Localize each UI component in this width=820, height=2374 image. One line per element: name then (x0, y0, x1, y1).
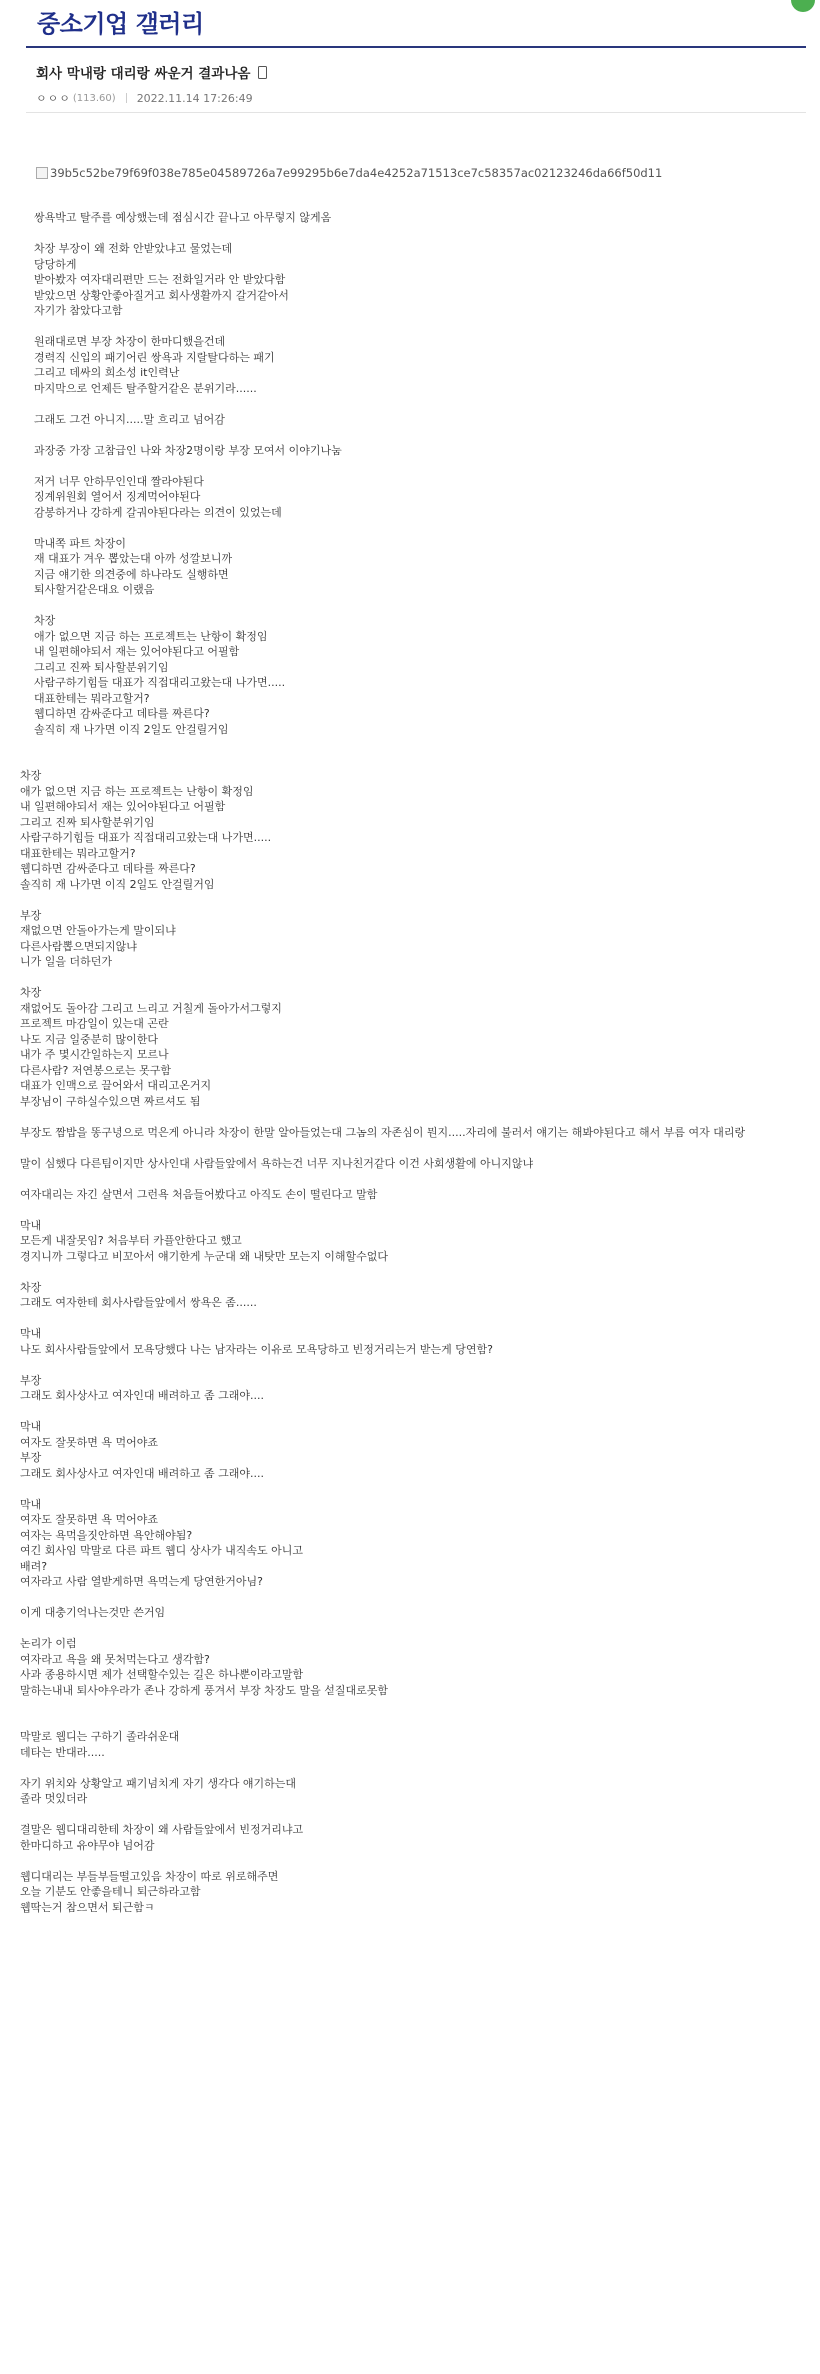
paragraph: 쌍욕박고 탈주를 예상했는데 점심시간 끝나고 아무렇지 않게옴 (34, 211, 332, 224)
paragraph: 막내쪽 파트 차장이 재 대표가 겨우 뽑았는대 아까 성깔보니까 지금 얘기한 의견중에 하나라도 실행하면 퇴사할거같은대요 이랬음 (34, 536, 233, 596)
author-ip: (113.60) (72, 92, 116, 104)
paragraph: 부장 그래도 회사상사고 여자인대 배려하고 좀 그래야.... (20, 1373, 264, 1402)
image-alt-text: 39b5c52be79f69f038e785e04589726a7e99295b6e7da4e4252a71513ce7c58357ac02123246da66f50d11 (50, 166, 663, 180)
paragraph: 차장 애가 없으면 지금 하는 프로젝트는 난항이 확정임 내 일편해야되서 재는 있어야된다고 어필함 그리고 진짜 퇴사할분위기임 사람구하기힘들 대표가 직접대리고왔는대 나가면..... 대표한테는 뭐라고할거? 웹디하면 감싸준다고 데타를 짜른다? 솔직히 재 나가면 이직 2일도 안걸릴거임 (20, 769, 272, 891)
broken-image[interactable] (36, 166, 662, 180)
paragraph: 막내 모든게 내잘못임? 처음부터 카플안한다고 했고 경지니까 그렇다고 비꼬아서 얘기한게 누군대 왜 내탓만 모는지 이해할수없다 (20, 1218, 389, 1263)
paragraph: 차장 재없어도 돌아감 그리고 느리고 거칠게 돌아가서그렇지 프로젝트 마감일이 있는대 곤란 나도 지금 일중분히 많이한다 내가 주 몇시간일하는지 모르나 다른사람? 저연봉으로는 못구함 대표가 인맥으로 끌어와서 대리고온거지 부장님이 구하실수있으면 짜르셔도 됨 (20, 986, 282, 1108)
paragraph: 원래대로면 부장 차장이 한마디했을건데 경력직 신입의 패기어린 쌍욕과 지랄탈다하는 패기 그리고 데싸의 희소성 it인력난 마지막으로 언제든 탈주할거같은 분위기라...... (34, 335, 275, 395)
paragraph: 결말은 웹디대리한테 차장이 왜 사람들앞에서 빈정거리냐고 한마디하고 유야무야 넘어감 (20, 1823, 304, 1852)
paragraph: 논리가 이럼 여자라고 욕을 왜 못처먹는다고 생각함? 사과 종용하시면 제가 선택할수있는 길은 하나뿐이라고말함 말하는내내 퇴사야우라가 존나 강하게 풍겨서 부장 차장도 말을 섣질대로못함 (20, 1637, 389, 1697)
paragraph: 웹디대리는 부들부들떨고있음 차장이 따로 위로해주면 오늘 기분도 안좋을테니 퇴근하라고함 웹딱는거 참으면서 퇴근함ㅋ (20, 1869, 279, 1914)
header-divider (26, 46, 806, 48)
paragraph: 과장중 가장 고참급인 나와 차장2명이랑 부장 모여서 이야기나눔 (34, 443, 342, 457)
post-meta (36, 90, 253, 106)
broken-image-icon (36, 167, 48, 179)
mobile-icon (258, 66, 267, 79)
paragraph: 저거 너무 안하무인인대 짤라야된다 징계위원회 열어서 징계먹어야된다 감봉하거나 강하게 갈궈야된다라는 의견이 있었는데 (34, 474, 282, 519)
paragraph: 막내 나도 회사사람들앞에서 모욕당했다 나는 남자라는 이유로 모욕당하고 빈정거리는거 받는게 당연함? (20, 1327, 493, 1356)
post-title-row (36, 62, 267, 82)
paragraph: 차장 부장이 왜 전화 안받았냐고 물었는데 당당하게 받아봤자 여자대리편만 드는 전화일거라 안 받았다함 받았으면 상황안좋아질거고 회사생활까지 갈거같아서 자기가 참았다고함 (34, 242, 289, 317)
paragraph: 여자대리는 자긴 살면서 그런욕 처음들어봤다고 아직도 손이 떨린다고 말함 (20, 1187, 378, 1201)
paragraph: 막내 여자도 잘못하면 욕 먹어야죠 여자는 욕먹을짓안하면 욕안해야됨? 여긴 회사임 막말로 다른 파트 웹디 상사가 내직속도 아니고 배려? 여자라고 사람 열받게하면 욕먹는게 당연한거아님? (20, 1497, 303, 1588)
post-body (20, 210, 804, 1931)
author-name[interactable]: ㅇㅇㅇ (36, 92, 71, 105)
paragraph: 그래도 그건 아니지.....말 흐리고 넘어감 (34, 412, 225, 426)
paragraph: 부장도 짬밥을 똥구녕으로 먹은게 아니라 차장이 한말 알아들었는대 그놈의 자존심이 뭔지.....자리에 불러서 얘기는 해봐야된다고 해서 부름 여자 대리랑 (20, 1125, 746, 1139)
paragraph: 막내 여자도 잘못하면 욕 먹어야죠 부장 그래도 회사상사고 여자인대 배려하고 좀 그래야.... (20, 1420, 264, 1480)
paragraph: 부장 재없으면 안돌아가는게 말이되냐 다른사람뽑으면되지않냐 니가 일을 더하던가 (20, 908, 176, 968)
paragraph: 막말로 웹디는 구하기 졸라쉬운대 데타는 반대라..... (20, 1730, 180, 1759)
paragraph: 말이 심했다 다른팀이지만 상사인대 사람들앞에서 욕하는건 너무 지나친거같다 이건 사회생활에 아니지않냐 (20, 1156, 534, 1170)
paragraph: 이게 대충기억나는것만 쓴거임 (20, 1606, 166, 1619)
post-date: 2022.11.14 17:26:49 (136, 91, 253, 105)
paragraph: 차장 애가 없으면 지금 하는 프로젝트는 난항이 확정임 내 일편해야되서 재는 있어야된다고 어필함 그리고 진짜 퇴사할분위기임 사람구하기힘들 대표가 직접대리고왔는대 나가면..... 대표한테는 뭐라고할거? 웹디하면 감싸준다고 데타를 짜른다? 솔직히 재 나가면 이직 2일도 안걸릴거임 (34, 614, 286, 736)
corner-badge-icon[interactable] (791, 0, 815, 12)
meta-separator (126, 93, 127, 103)
paragraph: 자기 위치와 상황알고 패기넘치게 자기 생각다 얘기하는대 졸라 멋있더라 (20, 1776, 297, 1805)
gallery-title[interactable]: 중소기업 갤러리 (37, 10, 204, 38)
post-title: 회사 막내랑 대리랑 싸운거 결과나옴 (36, 66, 251, 82)
paragraph: 차장 그래도 여자한테 회사사람들앞에서 쌍욕은 좀...... (20, 1280, 257, 1309)
meta-divider (26, 112, 806, 113)
